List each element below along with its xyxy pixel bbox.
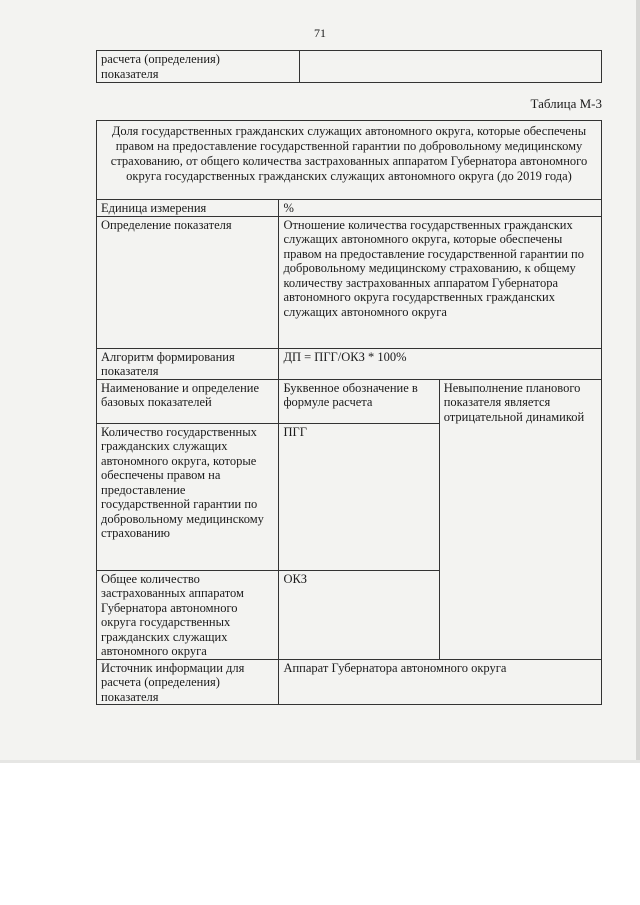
dynamics-note: Невыполнение планового показателя является отрицательной динамикой <box>439 379 601 659</box>
base-indicators-header: Наименование и определение базовых показателей <box>97 379 279 423</box>
unit-value: % <box>279 200 602 217</box>
definition-label: Определение показателя <box>97 216 279 348</box>
scan-edge <box>636 0 640 760</box>
base-indicator-row-1-label: Количество государственных гражданских служащих автономного округа, которые обеспечены правом на предоставление государственной гарантии по добровольному медицинскому страхованию <box>97 423 279 570</box>
algorithm-formula: ДП = ПГГ/ОКЗ * 100% <box>279 348 602 379</box>
continued-value <box>300 51 602 83</box>
symbol-header: Буквенное обозначение в формуле расчета <box>279 379 439 423</box>
definition-value: Отношение количества государственных гражданских служащих автономного округа, которые обеспечены правом на предоставление государственной гарантии по добровольному медицинскому страхованию, к общему количеству застрахованных аппаратом Губернатора автономного округа государственных гражданских служащих автономного округа <box>279 216 602 348</box>
base-indicator-row-2-label: Общее количество застрахованных аппаратом Губернатора автономного округа государственных гражданских служащих автономного округа <box>97 570 279 659</box>
table-label: Таблица М-3 <box>530 96 602 111</box>
page-number: 71 <box>314 26 326 40</box>
scan-bottom-edge <box>0 760 640 763</box>
table-title: Доля государственных гражданских служащих автономного округа, которые обеспечены правом на предоставление государственной гарантии по добровольному медицинскому страхованию, от общего количества застрахованных аппаратом Губернатора автономного округа государственных гражданских служащих автономного округа (до 2019 года) <box>97 121 602 200</box>
continued-label: расчета (определения) показателя <box>97 51 300 83</box>
source-value: Аппарат Губернатора автономного округа <box>279 659 602 705</box>
source-label: Источник информации для расчета (определения) показателя <box>97 659 279 705</box>
base-indicator-row-2-symbol: ОКЗ <box>279 570 439 659</box>
indicator-table <box>96 120 602 705</box>
unit-label: Единица измерения <box>97 200 279 217</box>
base-indicator-row-1-symbol: ПГГ <box>279 423 439 570</box>
continued-table <box>96 50 602 83</box>
algorithm-label: Алгоритм формирования показателя <box>97 348 279 379</box>
